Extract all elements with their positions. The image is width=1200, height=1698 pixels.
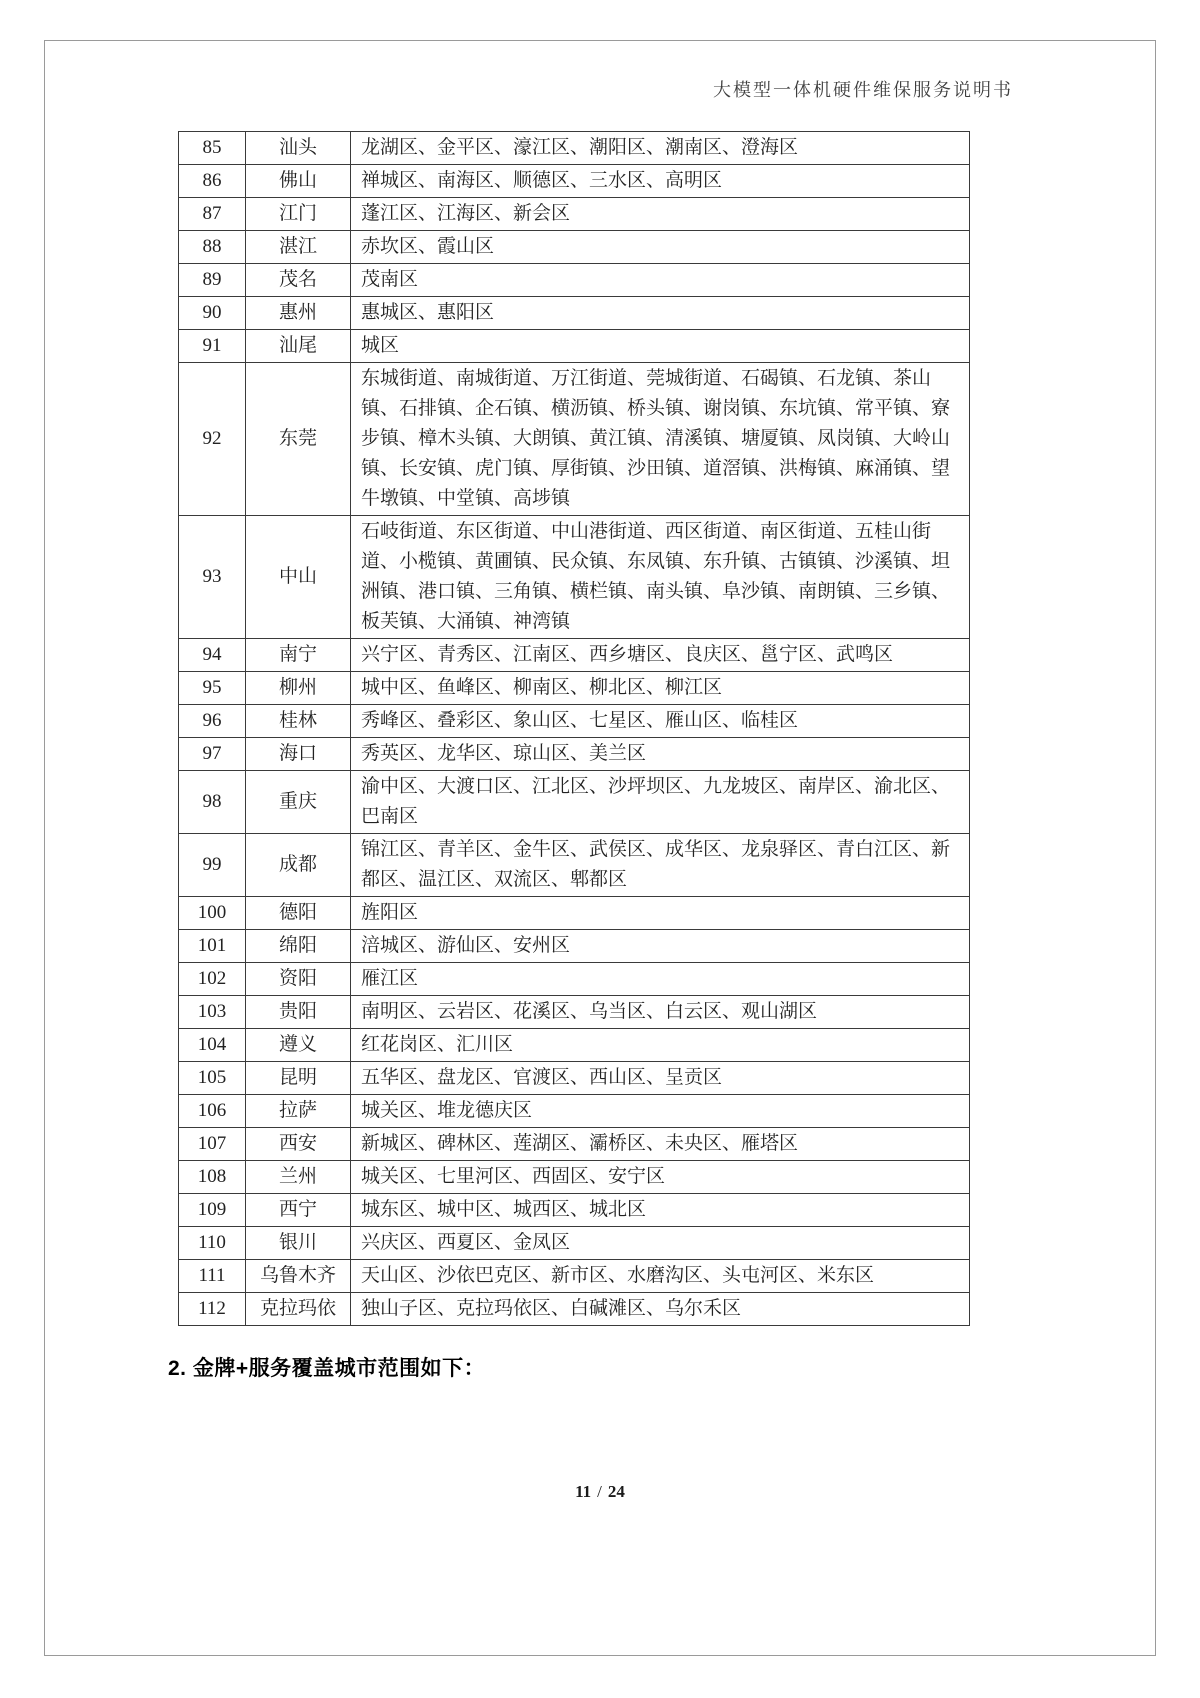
document-header-title: 大模型一体机硬件维保服务说明书 (713, 80, 1013, 100)
table-row (179, 198, 970, 231)
row-number-cell: 109 (179, 1194, 246, 1227)
row-number-cell: 111 (179, 1260, 246, 1293)
table-row (179, 1227, 970, 1260)
districts-cell: 城关区、堆龙德庆区 (351, 1095, 970, 1128)
table-row (179, 996, 970, 1029)
table-row (179, 1293, 970, 1326)
city-cell: 茂名 (246, 264, 351, 297)
city-cell: 资阳 (246, 963, 351, 996)
row-number-cell: 103 (179, 996, 246, 1029)
row-number-cell: 90 (179, 297, 246, 330)
districts-cell: 天山区、沙依巴克区、新市区、水磨沟区、头屯河区、米东区 (351, 1260, 970, 1293)
districts-cell: 龙湖区、金平区、濠江区、潮阳区、潮南区、澄海区 (351, 132, 970, 165)
districts-cell: 秀峰区、叠彩区、象山区、七星区、雁山区、临桂区 (351, 705, 970, 738)
districts-cell: 禅城区、南海区、顺德区、三水区、高明区 (351, 165, 970, 198)
districts-cell: 城东区、城中区、城西区、城北区 (351, 1194, 970, 1227)
districts-cell: 五华区、盘龙区、官渡区、西山区、呈贡区 (351, 1062, 970, 1095)
table-row (179, 897, 970, 930)
table-row (179, 165, 970, 198)
city-cell: 兰州 (246, 1161, 351, 1194)
table-row (179, 834, 970, 897)
districts-cell: 蓬江区、江海区、新会区 (351, 198, 970, 231)
table-row (179, 672, 970, 705)
districts-cell: 南明区、云岩区、花溪区、乌当区、白云区、观山湖区 (351, 996, 970, 1029)
row-number-cell: 92 (179, 363, 246, 516)
coverage-table (178, 131, 970, 1326)
city-cell: 重庆 (246, 771, 351, 834)
districts-cell: 茂南区 (351, 264, 970, 297)
city-cell: 汕头 (246, 132, 351, 165)
row-number-cell: 101 (179, 930, 246, 963)
table-row (179, 516, 970, 639)
page-number: 11 (575, 1482, 592, 1501)
row-number-cell: 110 (179, 1227, 246, 1260)
city-cell: 西安 (246, 1128, 351, 1161)
table-row (179, 1029, 970, 1062)
row-number-cell: 105 (179, 1062, 246, 1095)
table-row (179, 330, 970, 363)
districts-cell: 东城街道、南城街道、万江街道、莞城街道、石碣镇、石龙镇、茶山镇、石排镇、企石镇、横沥镇、桥头镇、谢岗镇、东坑镇、常平镇、寮步镇、樟木头镇、大朗镇、黄江镇、清溪镇、塘厦镇、凤岗镇、大岭山镇、长安镇、虎门镇、厚街镇、沙田镇、道滘镇、洪梅镇、麻涌镇、望牛墩镇、中堂镇、高埗镇 (351, 363, 970, 516)
city-cell: 乌鲁木齐 (246, 1260, 351, 1293)
row-number-cell: 108 (179, 1161, 246, 1194)
districts-cell: 涪城区、游仙区、安州区 (351, 930, 970, 963)
row-number-cell: 99 (179, 834, 246, 897)
row-number-cell: 93 (179, 516, 246, 639)
city-cell: 湛江 (246, 231, 351, 264)
city-cell: 西宁 (246, 1194, 351, 1227)
row-number-cell: 106 (179, 1095, 246, 1128)
row-number-cell: 94 (179, 639, 246, 672)
table-row (179, 363, 970, 516)
table-row (179, 771, 970, 834)
city-cell: 东莞 (246, 363, 351, 516)
row-number-cell: 86 (179, 165, 246, 198)
table-row (179, 930, 970, 963)
table-row (179, 705, 970, 738)
table-row (179, 1095, 970, 1128)
table-row (179, 738, 970, 771)
table-row (179, 1161, 970, 1194)
districts-cell: 独山子区、克拉玛依区、白碱滩区、乌尔禾区 (351, 1293, 970, 1326)
table-row (179, 1062, 970, 1095)
row-number-cell: 112 (179, 1293, 246, 1326)
row-number-cell: 100 (179, 897, 246, 930)
table-row (179, 297, 970, 330)
table-row (179, 264, 970, 297)
city-cell: 银川 (246, 1227, 351, 1260)
city-cell: 德阳 (246, 897, 351, 930)
city-cell: 柳州 (246, 672, 351, 705)
page-total: 24 (607, 1482, 625, 1501)
row-number-cell: 104 (179, 1029, 246, 1062)
page-footer (0, 1482, 1200, 1502)
table-row (179, 1260, 970, 1293)
table-row (179, 1194, 970, 1227)
districts-cell: 秀英区、龙华区、琼山区、美兰区 (351, 738, 970, 771)
row-number-cell: 88 (179, 231, 246, 264)
districts-cell: 新城区、碑林区、莲湖区、灞桥区、未央区、雁塔区 (351, 1128, 970, 1161)
row-number-cell: 85 (179, 132, 246, 165)
city-cell: 昆明 (246, 1062, 351, 1095)
city-cell: 南宁 (246, 639, 351, 672)
coverage-table-container (178, 131, 970, 1326)
row-number-cell: 107 (179, 1128, 246, 1161)
row-number-cell: 87 (179, 198, 246, 231)
districts-cell: 渝中区、大渡口区、江北区、沙坪坝区、九龙坡区、南岸区、渝北区、巴南区 (351, 771, 970, 834)
row-number-cell: 96 (179, 705, 246, 738)
city-cell: 桂林 (246, 705, 351, 738)
districts-cell: 红花岗区、汇川区 (351, 1029, 970, 1062)
city-cell: 成都 (246, 834, 351, 897)
districts-cell: 惠城区、惠阳区 (351, 297, 970, 330)
city-cell: 江门 (246, 198, 351, 231)
page-separator: / (597, 1482, 602, 1501)
districts-cell: 兴庆区、西夏区、金凤区 (351, 1227, 970, 1260)
table-row (179, 1128, 970, 1161)
districts-cell: 兴宁区、青秀区、江南区、西乡塘区、良庆区、邕宁区、武鸣区 (351, 639, 970, 672)
row-number-cell: 89 (179, 264, 246, 297)
row-number-cell: 91 (179, 330, 246, 363)
table-row (179, 132, 970, 165)
districts-cell: 城区 (351, 330, 970, 363)
districts-cell: 雁江区 (351, 963, 970, 996)
city-cell: 汕尾 (246, 330, 351, 363)
row-number-cell: 95 (179, 672, 246, 705)
row-number-cell: 102 (179, 963, 246, 996)
row-number-cell: 98 (179, 771, 246, 834)
city-cell: 绵阳 (246, 930, 351, 963)
districts-cell: 石岐街道、东区街道、中山港街道、西区街道、南区街道、五桂山街道、小榄镇、黄圃镇、民众镇、东凤镇、东升镇、古镇镇、沙溪镇、坦洲镇、港口镇、三角镇、横栏镇、南头镇、阜沙镇、南朗镇、三乡镇、板芙镇、大涌镇、神湾镇 (351, 516, 970, 639)
city-cell: 遵义 (246, 1029, 351, 1062)
table-row (179, 639, 970, 672)
city-cell: 惠州 (246, 297, 351, 330)
city-cell: 拉萨 (246, 1095, 351, 1128)
city-cell: 克拉玛依 (246, 1293, 351, 1326)
table-row (179, 963, 970, 996)
city-cell: 中山 (246, 516, 351, 639)
city-cell: 佛山 (246, 165, 351, 198)
city-cell: 海口 (246, 738, 351, 771)
coverage-table-body (179, 132, 970, 1326)
section-heading: 2. 金牌+服务覆盖城市范围如下： (168, 1357, 486, 1380)
districts-cell: 锦江区、青羊区、金牛区、武侯区、成华区、龙泉驿区、青白江区、新都区、温江区、双流区、郫都区 (351, 834, 970, 897)
districts-cell: 城中区、鱼峰区、柳南区、柳北区、柳江区 (351, 672, 970, 705)
districts-cell: 城关区、七里河区、西固区、安宁区 (351, 1161, 970, 1194)
city-cell: 贵阳 (246, 996, 351, 1029)
districts-cell: 赤坎区、霞山区 (351, 231, 970, 264)
table-row (179, 231, 970, 264)
districts-cell: 旌阳区 (351, 897, 970, 930)
row-number-cell: 97 (179, 738, 246, 771)
